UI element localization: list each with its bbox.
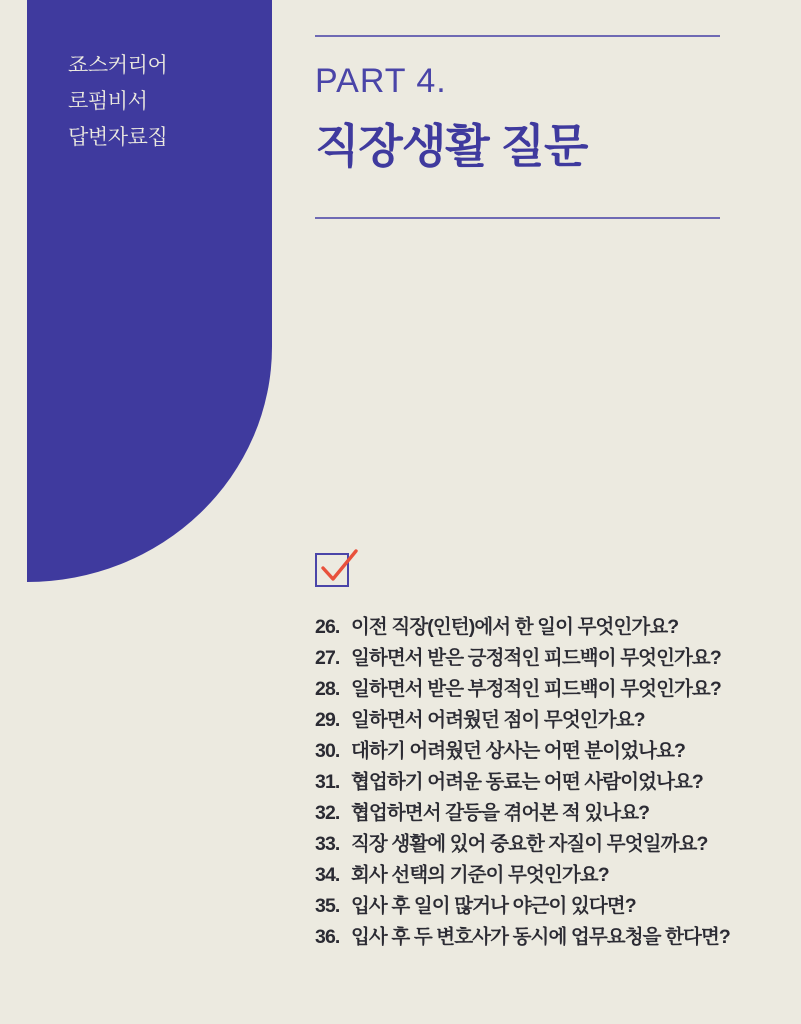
question-text: 입사 후 일이 많거나 야근이 있다면? bbox=[351, 895, 636, 917]
list-item bbox=[315, 860, 735, 891]
question-number: 35. bbox=[315, 895, 340, 917]
question-text: 이전 직장(인턴)에서 한 일이 무엇인가요? bbox=[351, 616, 679, 638]
list-item bbox=[315, 643, 735, 674]
check-mark-icon bbox=[317, 548, 361, 588]
brand-line-1: 죠스커리어 bbox=[68, 54, 168, 77]
question-text: 협업하면서 갈등을 겪어본 적 있나요? bbox=[351, 802, 650, 824]
question-number: 34. bbox=[315, 864, 340, 886]
question-number: 28. bbox=[315, 678, 340, 700]
divider-bottom bbox=[315, 217, 720, 219]
list-item bbox=[315, 674, 735, 705]
list-item bbox=[315, 767, 735, 798]
question-number: 26. bbox=[315, 616, 340, 638]
question-text: 회사 선택의 기준이 무엇인가요? bbox=[351, 864, 609, 886]
question-text: 직장 생활에 있어 중요한 자질이 무엇일까요? bbox=[351, 833, 708, 855]
checkbox-checked-icon bbox=[315, 548, 361, 588]
question-number: 29. bbox=[315, 709, 340, 731]
question-number: 32. bbox=[315, 802, 340, 824]
question-text: 일하면서 어려웠던 점이 무엇인가요? bbox=[351, 709, 645, 731]
page-title: 직장생활 질문 bbox=[315, 120, 588, 172]
divider-top bbox=[315, 35, 720, 37]
question-number: 27. bbox=[315, 647, 340, 669]
list-item bbox=[315, 736, 735, 767]
question-text: 대하기 어려웠던 상사는 어떤 분이었나요? bbox=[351, 740, 686, 762]
brand-line-2: 로펌비서 bbox=[68, 90, 148, 113]
list-item bbox=[315, 612, 735, 643]
question-list bbox=[315, 612, 735, 953]
question-number: 33. bbox=[315, 833, 340, 855]
question-text: 협업하기 어려운 동료는 어떤 사람이었나요? bbox=[351, 771, 703, 793]
list-item bbox=[315, 829, 735, 860]
part-label: PART 4. bbox=[315, 62, 447, 100]
brand-line-3: 답변자료집 bbox=[68, 126, 168, 149]
list-item bbox=[315, 798, 735, 829]
brand-block bbox=[68, 48, 167, 156]
question-text: 입사 후 두 변호사가 동시에 업무요청을 한다면? bbox=[351, 926, 730, 948]
question-number: 30. bbox=[315, 740, 340, 762]
question-number: 31. bbox=[315, 771, 340, 793]
list-item bbox=[315, 705, 735, 736]
question-text: 일하면서 받은 긍정적인 피드백이 무엇인가요? bbox=[351, 647, 721, 669]
content-column bbox=[315, 0, 730, 1024]
list-item bbox=[315, 922, 735, 953]
list-item bbox=[315, 891, 735, 922]
question-number: 36. bbox=[315, 926, 340, 948]
question-text: 일하면서 받은 부정적인 피드백이 무엇인가요? bbox=[351, 678, 721, 700]
